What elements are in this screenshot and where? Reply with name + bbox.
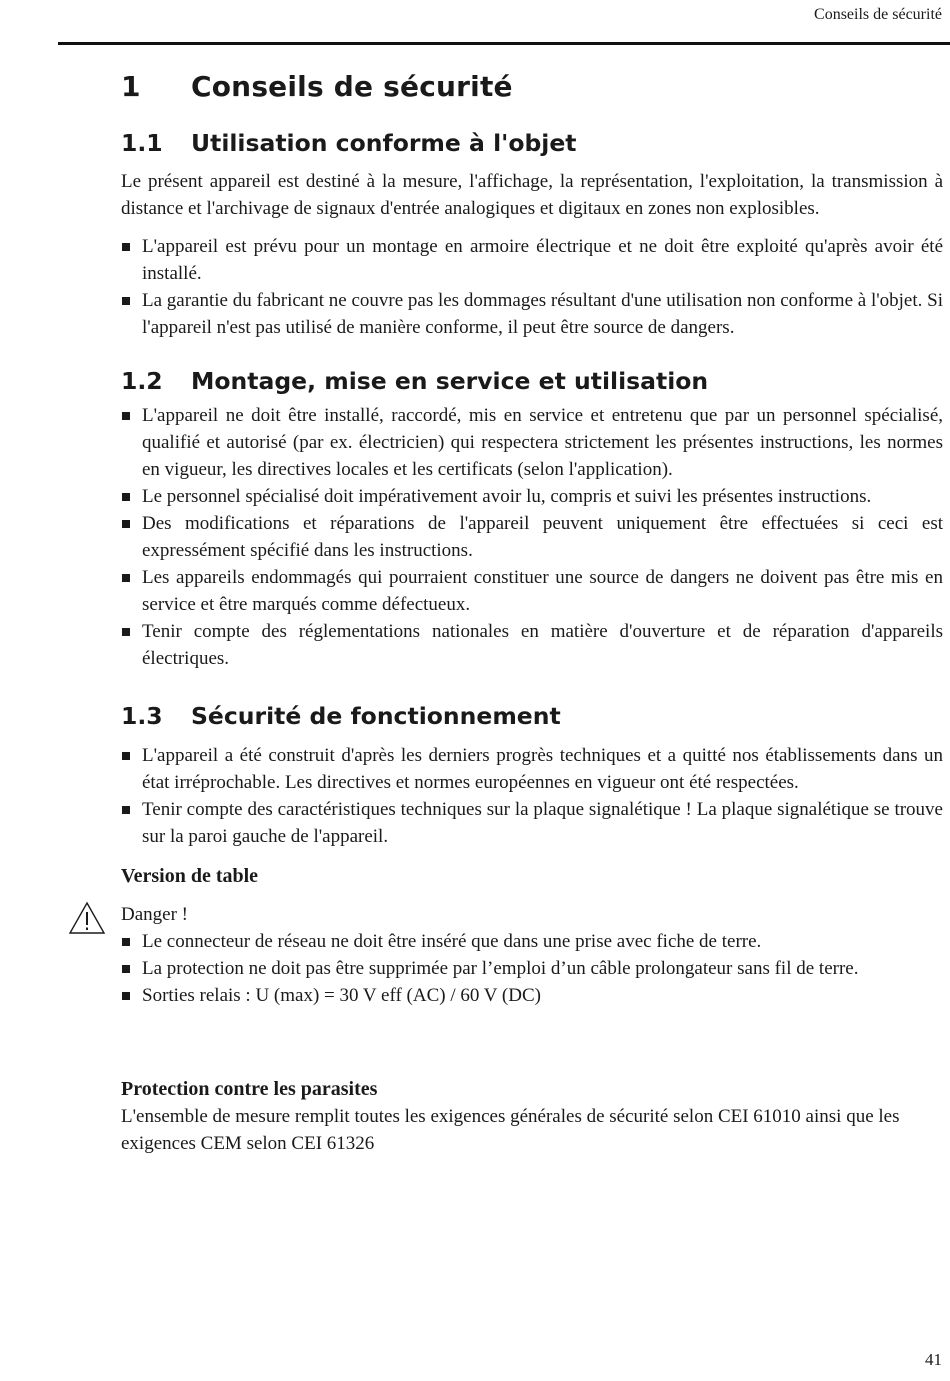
bullet-list — [121, 928, 943, 1009]
section-intro: Le présent appareil est destiné à la mesure, l'affichage, la représentation, l'exploitation, la transmission à distance et l'archivage de signaux d'entrée analogiques et digitaux en zones non explosibles. — [121, 171, 943, 219]
bullet-icon — [122, 752, 130, 760]
bullet-icon — [122, 243, 130, 251]
bullet-icon — [122, 938, 130, 946]
bullet-icon — [122, 628, 130, 636]
list-item: Tenir compte des réglementations nationales en matière d'ouverture et de réparation d'appareils électriques. — [121, 618, 943, 672]
section-title: Montage, mise en service et utilisation — [191, 367, 709, 395]
danger-notice — [121, 901, 943, 928]
bullet-list — [121, 402, 943, 672]
list-item: L'appareil est prévu pour un montage en armoire électrique et ne doit être exploité qu'après avoir été installé. — [121, 233, 943, 287]
list-item: Le connecteur de réseau ne doit être inséré que dans une prise avec fiche de terre. — [121, 928, 943, 955]
page-content — [121, 70, 943, 1157]
bullet-icon — [122, 806, 130, 814]
chapter-number: 1 — [121, 70, 141, 103]
section-number: 1.2 — [121, 367, 163, 395]
header-rule — [58, 42, 950, 45]
bullet-icon — [122, 297, 130, 305]
bullet-icon — [122, 992, 130, 1000]
table-version-heading: Version de table — [121, 865, 259, 887]
list-item: Tenir compte des caractéristiques techniques sur la plaque signalétique ! La plaque signalétique se trouve sur la paroi gauche de l'appareil. — [121, 796, 943, 850]
interference-text: L'ensemble de mesure remplit toutes les exigences générales de sécurité selon CEI 61010 ainsi que les exigences CEM selon CEI 61326 — [121, 1106, 900, 1154]
chapter-title: Conseils de sécurité — [191, 70, 513, 103]
bullet-list — [121, 233, 943, 341]
list-item: Sorties relais : U (max) = 30 V eff (AC) / 60 V (DC) — [121, 982, 943, 1009]
page-number: 41 — [925, 1350, 942, 1369]
bullet-icon — [122, 574, 130, 582]
warning-triangle-icon — [68, 901, 106, 935]
section-heading — [121, 129, 943, 157]
interference-heading: Protection contre les parasites — [121, 1078, 378, 1100]
chapter-heading — [121, 70, 943, 103]
bullet-icon — [122, 412, 130, 420]
section-title: Utilisation conforme à l'objet — [191, 129, 577, 157]
section-heading — [121, 367, 943, 395]
bullet-icon — [122, 520, 130, 528]
list-item: Des modifications et réparations de l'appareil peuvent uniquement être effectuées si ceci est expressément spécifié dans les instructions. — [121, 510, 943, 564]
list-item: L'appareil ne doit être installé, raccordé, mis en service et entretenu que par un personnel spécialisé, qualifié et autorisé (par ex. électricien) qui respectera strictement les présentes instructions, les normes en vigueur, les directives locales et les certificats (selon l'application). — [121, 402, 943, 483]
section-number: 1.1 — [121, 129, 163, 157]
section-title: Sécurité de fonctionnement — [191, 702, 561, 730]
section-number: 1.3 — [121, 702, 163, 730]
list-item: L'appareil a été construit d'après les derniers progrès techniques et a quitté nos établissements dans un état irréprochable. Les directives et normes européennes en vigueur ont été respectées. — [121, 742, 943, 796]
bullet-list — [121, 742, 943, 850]
bullet-icon — [122, 493, 130, 501]
list-item: La protection ne doit pas être supprimée par l’emploi d’un câble prolongateur sans fil de terre. — [121, 955, 943, 982]
danger-label: Danger ! — [121, 904, 188, 925]
running-header: Conseils de sécurité — [814, 6, 942, 23]
list-item: La garantie du fabricant ne couvre pas les dommages résultant d'une utilisation non conforme à l'objet. Si l'appareil n'est pas utilisé de manière conforme, il peut être source de dangers. — [121, 287, 943, 341]
list-item: Le personnel spécialisé doit impérativement avoir lu, compris et suivi les présentes instructions. — [121, 483, 943, 510]
section-heading — [121, 702, 943, 730]
list-item: Les appareils endommagés qui pourraient constituer une source de dangers ne doivent pas être mis en service et être marqués comme défectueux. — [121, 564, 943, 618]
bullet-icon — [122, 965, 130, 973]
